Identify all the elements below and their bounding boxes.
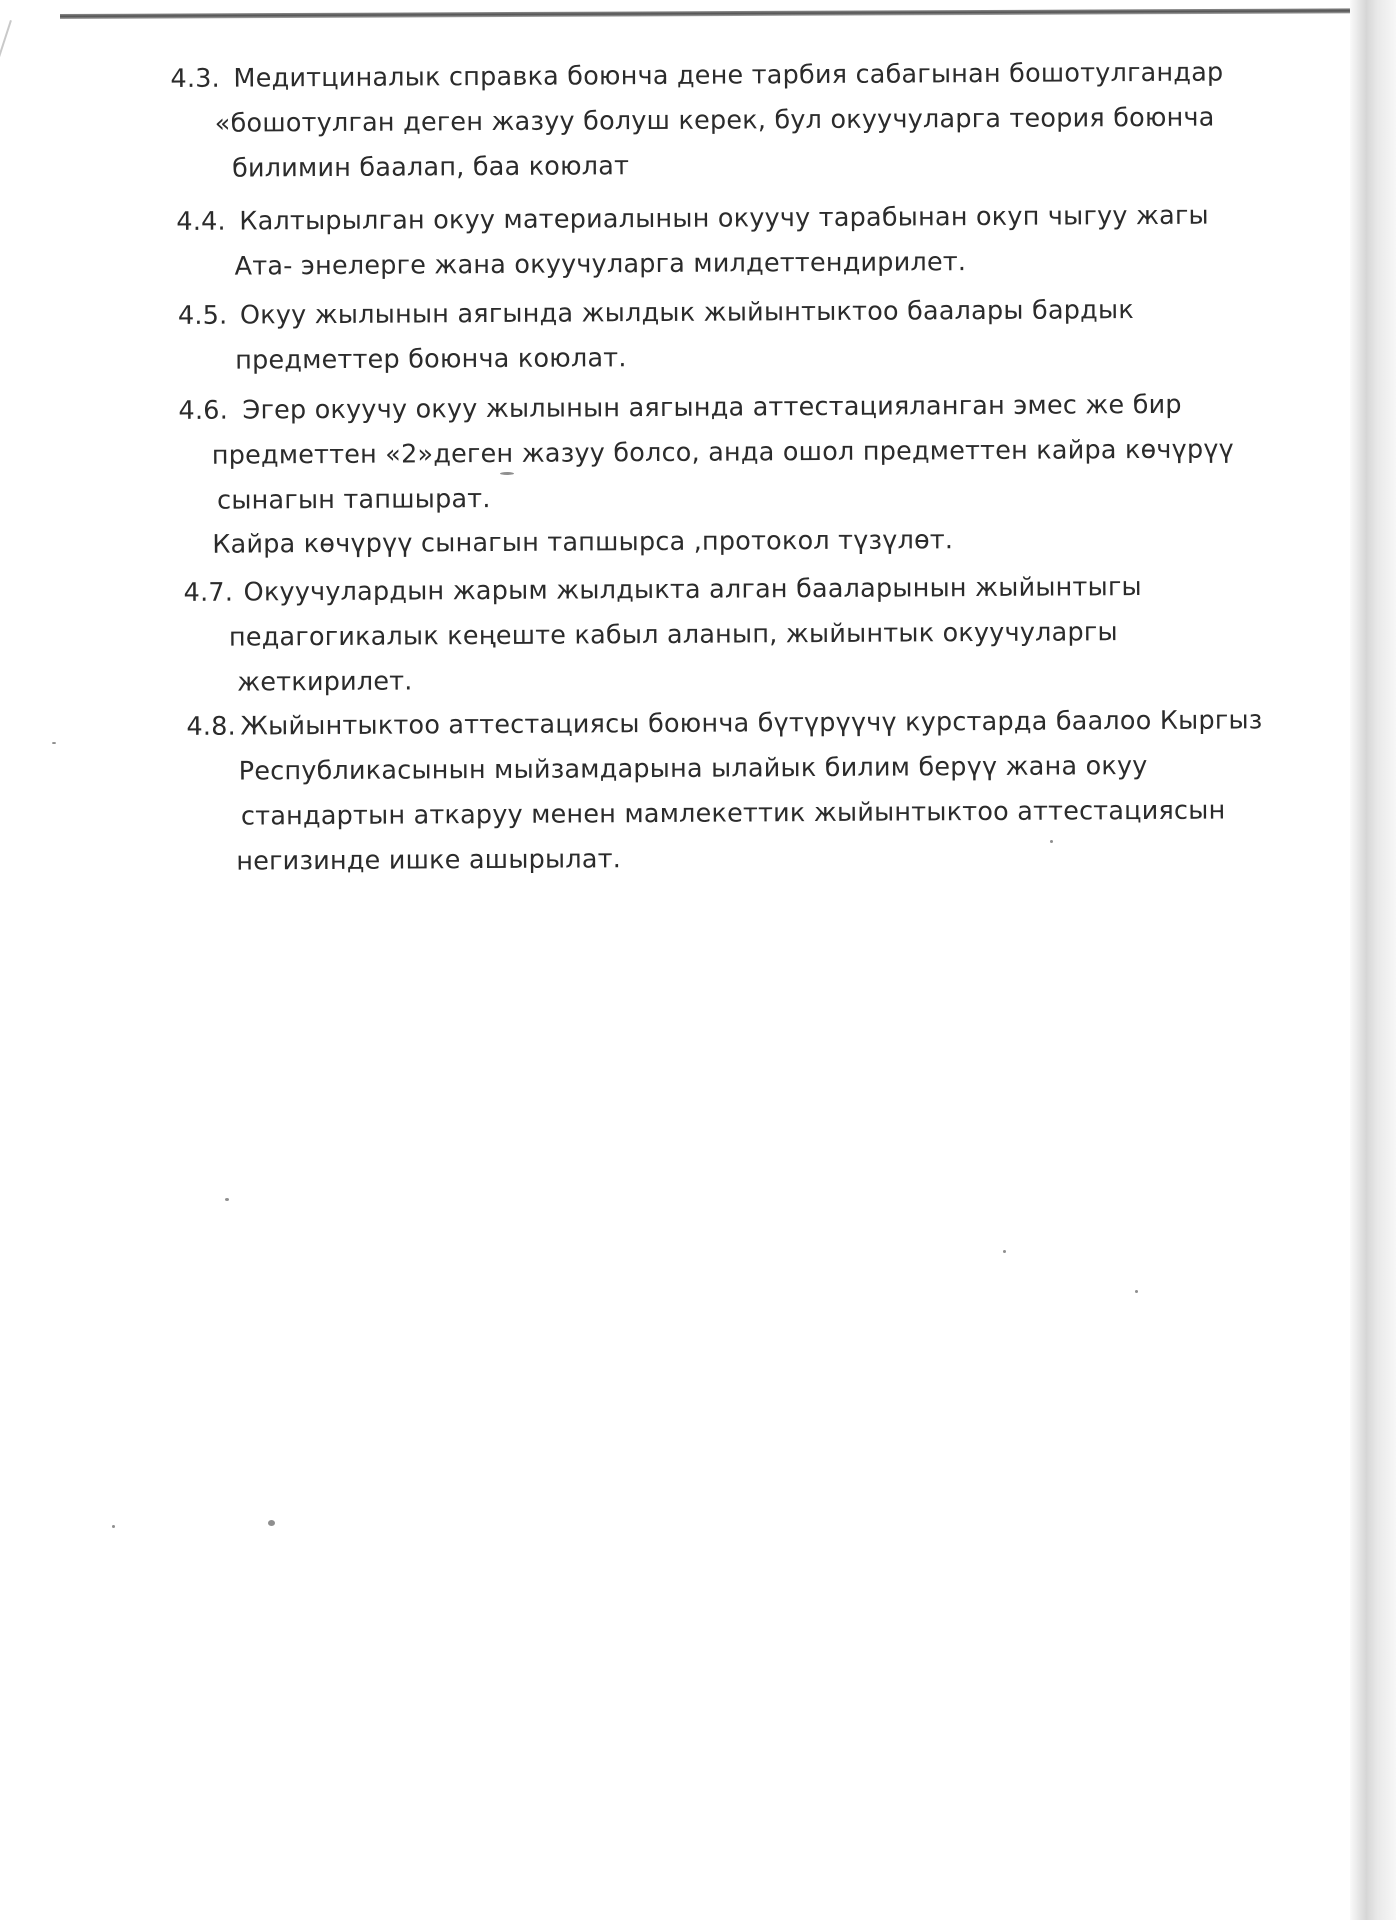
clause-text-line: стандартын аткаруу менен мамлекеттик жыйынтыктоо аттестациясын [240,795,1226,832]
clause-text-line: негизинде ишке ашырылат. [236,844,622,877]
clause-text-line: Республикасынын мыйзамдарына ылайык билим берүү жана окуу [238,751,1148,787]
clause-text-line: билимин баалап, баа коюлат [231,151,630,184]
clause-number: 4.8. [186,711,237,742]
clause-number: 4.5. [177,300,228,331]
clause-text-line: Окуу жылынын аягында жылдык жыйынтыктоо баалары бардык [239,295,1134,331]
clause-text-line: предметтер боюнча коюлат. [235,343,627,376]
clause-text-line: «бошотулган деген жазуу болуш керек, бул окуучуларга теория боюнча [214,102,1215,139]
clause-number: 4.4. [176,206,226,237]
clause-text-line: Ата- энелерге жана окуучуларга милдеттендирилет. [234,247,967,282]
clause-text-line: жеткирилет. [237,666,413,698]
clause-text-line: Жыйынтыктоо аттестациясы боюнча бүтүрүүчү курстарда баалоо Кыргыз [240,705,1263,742]
clause-text-line: сынагын тапшырат. [216,484,491,516]
clause-text-line: Кайра көчүрүү сынагын тапшырса ,протокол түзүлөт. [212,525,954,560]
clause-text-line: Медитциналык справка боюнча дене тарбия сабагынан бошотулгандар [233,57,1224,94]
clause-text-line: Калтырылган окуу материалынын окуучу тарабынан окуп чыгуу жагы [239,200,1209,237]
clause-text-line: Эгер окуучу окуу жылынын аягында аттестацияланган эмес же бир [242,389,1182,426]
clause-number: 4.3. [170,63,221,94]
clause-text-line: Окуучулардын жарым жылдыкта алган бааларынын жыйынтыгы [243,572,1142,608]
clause-text-line: педагогикалык кеңеште кабыл аланып, жыйынтык окуучуларгы [228,617,1118,653]
clause-text-line: предметтен «2»деген жазуу болсо, анда ошол предметтен кайра көчүрүү [211,434,1234,471]
clause-number: 4.6. [178,395,229,426]
clause-number: 4.7. [183,577,234,608]
